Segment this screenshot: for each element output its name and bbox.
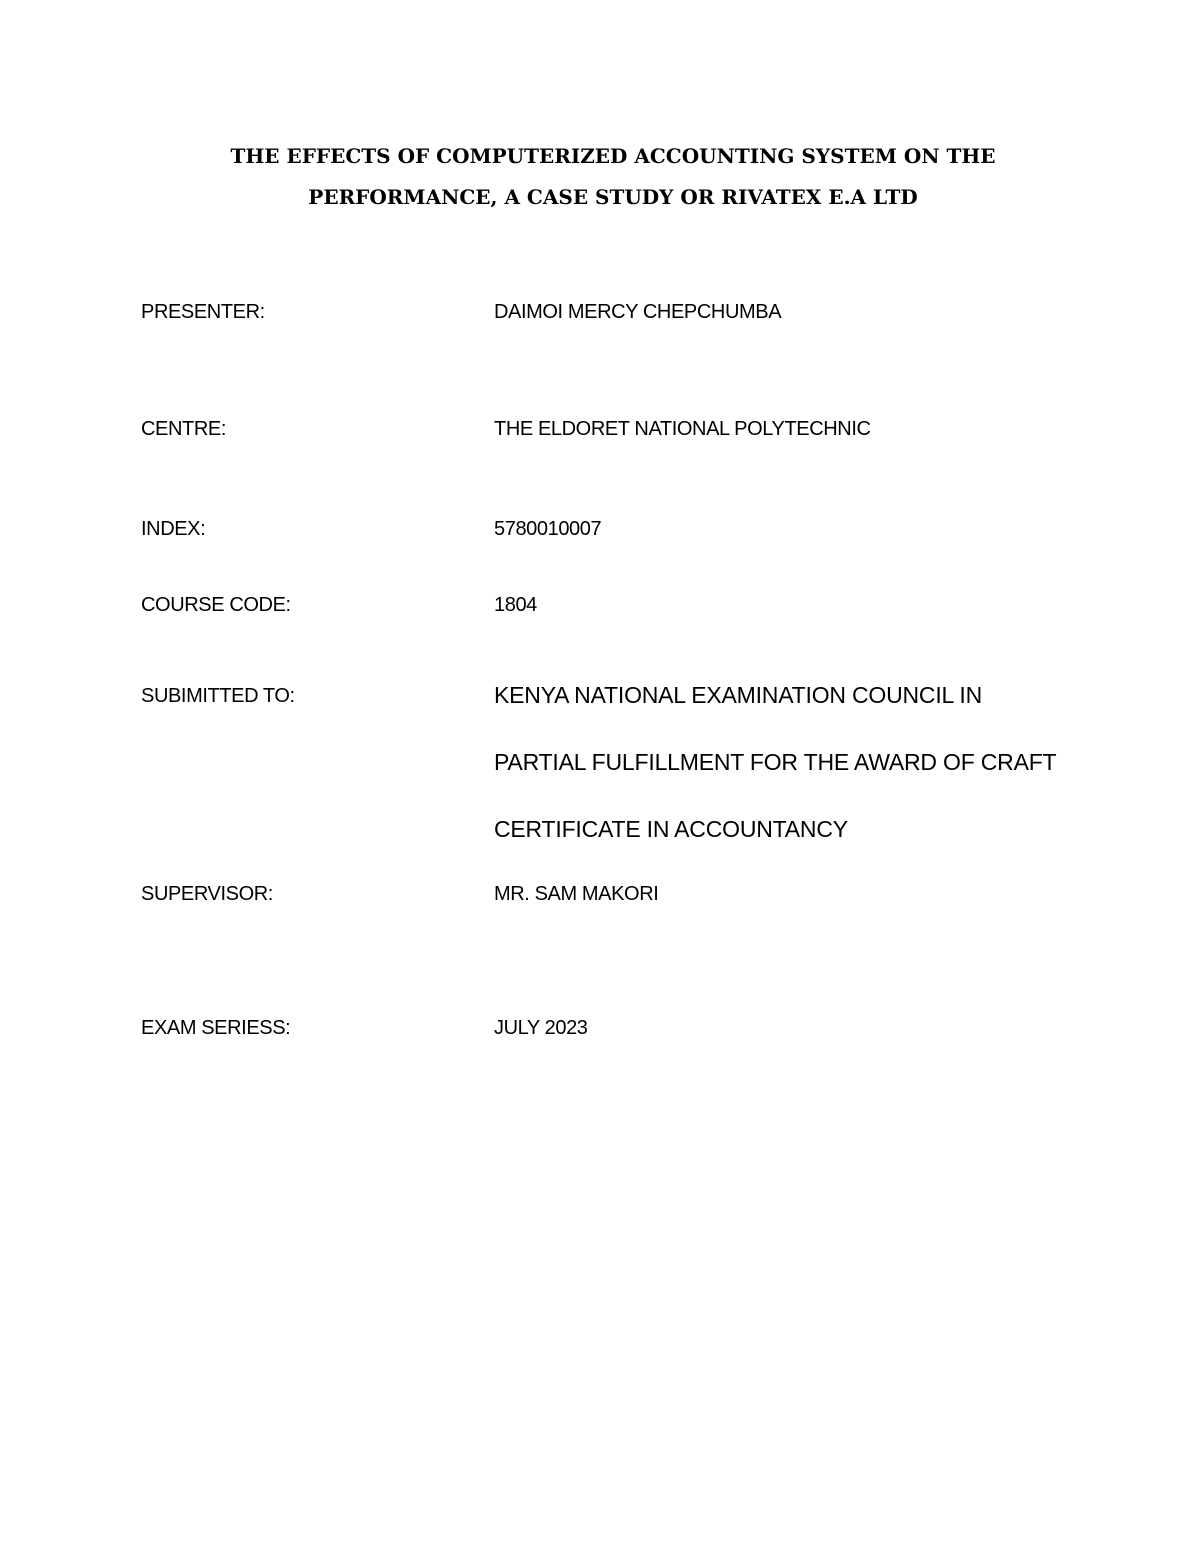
presenter-value: DAIMOI MERCY CHEPCHUMBA (494, 301, 782, 323)
course-code-value: 1804 (494, 594, 537, 616)
centre-value: THE ELDORET NATIONAL POLYTECHNIC (494, 418, 871, 440)
index-value: 5780010007 (494, 518, 602, 540)
document-title-line-2: PERFORMANCE, A CASE STUDY OR RIVATEX E.A LTD (308, 185, 918, 209)
submitted-to-value-line-2: PARTIAL FULFILLMENT FOR THE AWARD OF CRAFT (494, 749, 1057, 775)
submitted-to-value-line-1: KENYA NATIONAL EXAMINATION COUNCIL IN (494, 682, 983, 708)
course-code-label: COURSE CODE: (141, 594, 291, 616)
document-title-line-1: THE EFFECTS OF COMPUTERIZED ACCOUNTING SYSTEM ON THE (230, 144, 996, 168)
exam-series-label: EXAM SERIESS: (141, 1017, 291, 1039)
presenter-label: PRESENTER: (141, 301, 265, 323)
index-label: INDEX: (141, 518, 206, 540)
supervisor-value: MR. SAM MAKORI (494, 883, 659, 905)
supervisor-label: SUPERVISOR: (141, 883, 273, 905)
centre-label: CENTRE: (141, 418, 226, 440)
exam-series-value: JULY 2023 (494, 1017, 588, 1039)
submitted-to-label: SUBIMITTED TO: (141, 685, 295, 707)
submitted-to-value-line-3: CERTIFICATE IN ACCOUNTANCY (494, 816, 848, 842)
